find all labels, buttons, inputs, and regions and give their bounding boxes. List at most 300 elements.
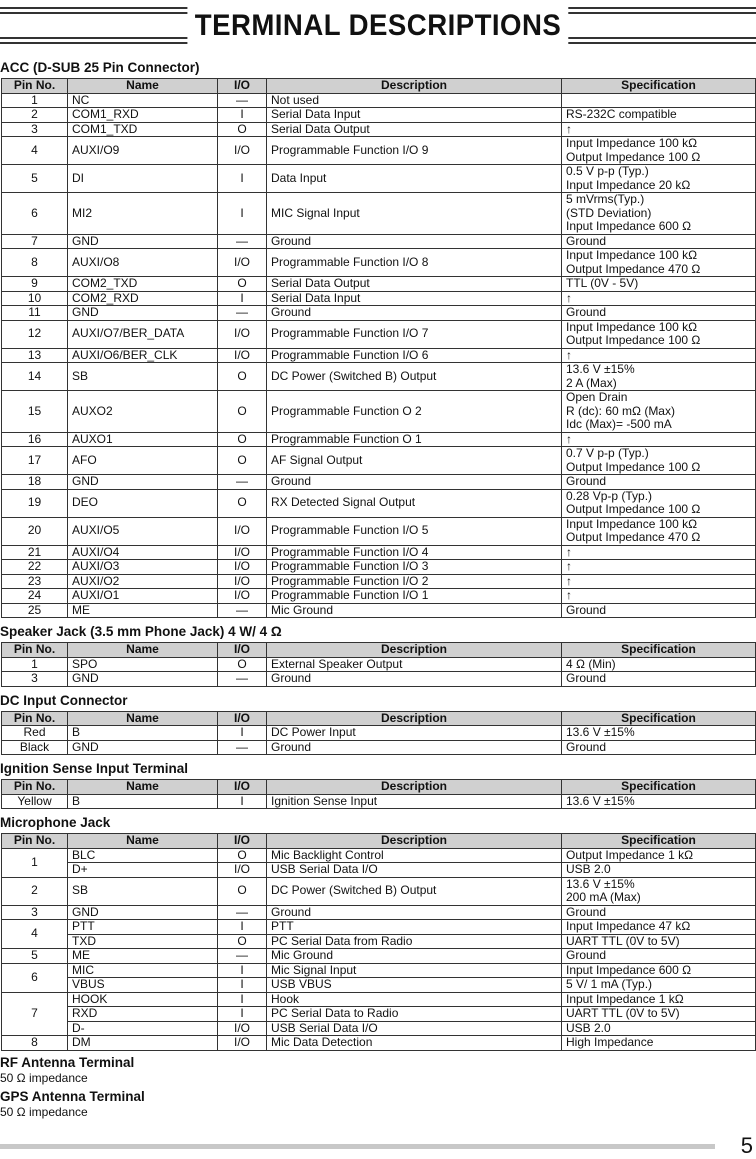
antenna-note [0, 1055, 756, 1085]
spec-cell: Ground [562, 603, 756, 618]
table-row [2, 949, 756, 964]
name-cell: AUXO2 [68, 391, 218, 433]
pin-cell: 25 [2, 603, 68, 618]
table-row [2, 391, 756, 433]
spec-cell: ↑ [562, 589, 756, 604]
table-row [2, 992, 756, 1007]
spec-cell: Input Impedance 100 kΩ Output Impedance 470 Ω [562, 517, 756, 545]
note-title: RF Antenna Terminal [0, 1054, 135, 1070]
name-cell: RXD [68, 1007, 218, 1022]
spec-cell: 5 V/ 1 mA (Typ.) [562, 978, 756, 993]
column-header: Specification [562, 643, 756, 658]
description-cell: Ground [267, 475, 562, 490]
column-header: Name [68, 834, 218, 849]
column-header: I/O [218, 780, 267, 795]
name-cell: D- [68, 1021, 218, 1036]
name-cell: COM1_RXD [68, 108, 218, 123]
spec-cell: UART TTL (0V to 5V) [562, 1007, 756, 1022]
table-row [2, 137, 756, 165]
table-row [2, 963, 756, 978]
note-text: 50 Ω impedance [0, 1070, 88, 1085]
io-cell: I/O [218, 1021, 267, 1036]
spec-cell: Input Impedance 100 kΩ Output Impedance 100 Ω [562, 137, 756, 165]
pin-cell: Red [2, 726, 68, 741]
name-cell: COM2_RXD [68, 291, 218, 306]
name-cell: GND [68, 740, 218, 755]
spec-cell: ↑ [562, 348, 756, 363]
spec-cell: High Impedance [562, 1036, 756, 1051]
name-cell: COM2_TXD [68, 277, 218, 292]
column-header: Pin No. [2, 643, 68, 658]
spec-cell: ↑ [562, 545, 756, 560]
name-cell: COM1_TXD [68, 122, 218, 137]
column-header: Name [68, 79, 218, 94]
note-title: GPS Antenna Terminal [0, 1088, 145, 1104]
section-title: ACC (D-SUB 25 Pin Connector) [0, 60, 200, 75]
io-cell: I [218, 794, 267, 809]
description-cell: AF Signal Output [267, 447, 562, 475]
title-bar [0, 4, 756, 50]
io-cell: O [218, 657, 267, 672]
io-cell: I [218, 978, 267, 993]
description-cell: Serial Data Input [267, 291, 562, 306]
description-cell: PC Serial Data from Radio [267, 934, 562, 949]
name-cell: GND [68, 306, 218, 321]
table-row [2, 672, 756, 687]
pin-cell: 24 [2, 589, 68, 604]
spec-cell: 0.7 V p-p (Typ.) Output Impedance 100 Ω [562, 447, 756, 475]
pin-cell: 7 [2, 992, 68, 1036]
spec-cell: Input Impedance 600 Ω [562, 963, 756, 978]
description-cell: Programmable Function I/O 2 [267, 574, 562, 589]
spec-cell: 5 mVrms(Typ.) (STD Deviation) Input Impedance 600 Ω [562, 193, 756, 235]
spec-cell: 4 Ω (Min) [562, 657, 756, 672]
io-cell: I/O [218, 1036, 267, 1051]
table-row [2, 877, 756, 905]
table-row [2, 489, 756, 517]
column-header: Pin No. [2, 711, 68, 726]
column-header: Name [68, 643, 218, 658]
spec-cell: Input Impedance 100 kΩ Output Impedance 100 Ω [562, 320, 756, 348]
name-cell: D+ [68, 863, 218, 878]
spec-cell: ↑ [562, 432, 756, 447]
description-cell: Programmable Function I/O 6 [267, 348, 562, 363]
column-header: Specification [562, 780, 756, 795]
pin-cell: 10 [2, 291, 68, 306]
description-cell: Ground [267, 740, 562, 755]
io-cell: I [218, 992, 267, 1007]
column-header: Name [68, 780, 218, 795]
name-cell: ME [68, 603, 218, 618]
pin-cell: 11 [2, 306, 68, 321]
table-row [2, 560, 756, 575]
io-cell: O [218, 122, 267, 137]
description-cell: External Speaker Output [267, 657, 562, 672]
io-cell: I [218, 193, 267, 235]
page-footer [0, 1133, 756, 1159]
io-cell: O [218, 934, 267, 949]
table-row [2, 193, 756, 235]
name-cell: PTT [68, 920, 218, 935]
io-cell: I [218, 108, 267, 123]
spec-cell: TTL (0V - 5V) [562, 277, 756, 292]
name-cell: BLC [68, 848, 218, 863]
description-cell: RX Detected Signal Output [267, 489, 562, 517]
pin-cell: 20 [2, 517, 68, 545]
pin-cell: 8 [2, 249, 68, 277]
io-cell: I [218, 726, 267, 741]
table-row [2, 1021, 756, 1036]
spec-cell [562, 93, 756, 108]
name-cell: SB [68, 363, 218, 391]
name-cell: AUXI/O3 [68, 560, 218, 575]
spec-cell: 13.6 V ±15% [562, 726, 756, 741]
name-cell: AUXI/O2 [68, 574, 218, 589]
io-cell: I [218, 165, 267, 193]
spec-cell: ↑ [562, 574, 756, 589]
spec-cell: 0.28 Vp-p (Typ.) Output Impedance 100 Ω [562, 489, 756, 517]
description-cell: USB VBUS [267, 978, 562, 993]
io-cell: O [218, 432, 267, 447]
io-cell: I/O [218, 863, 267, 878]
table-row [2, 848, 756, 863]
table-row [2, 108, 756, 123]
table-row [2, 934, 756, 949]
column-header: Specification [562, 834, 756, 849]
section-title: Speaker Jack (3.5 mm Phone Jack) 4 W/ 4 Ω [0, 624, 282, 639]
name-cell: ME [68, 949, 218, 964]
name-cell: AUXI/O1 [68, 589, 218, 604]
column-header: Pin No. [2, 834, 68, 849]
column-header: Description [267, 834, 562, 849]
pin-cell: 17 [2, 447, 68, 475]
name-cell: GND [68, 672, 218, 687]
table-row [2, 234, 756, 249]
note-text: 50 Ω impedance [0, 1104, 88, 1119]
io-cell: I/O [218, 517, 267, 545]
table-row [2, 447, 756, 475]
pin-cell: 9 [2, 277, 68, 292]
column-header: Specification [562, 711, 756, 726]
table-row [2, 905, 756, 920]
pin-cell: 22 [2, 560, 68, 575]
pin-cell: Black [2, 740, 68, 755]
name-cell: DI [68, 165, 218, 193]
table-row [2, 122, 756, 137]
pin-cell: 5 [2, 165, 68, 193]
section-title: DC Input Connector [0, 692, 128, 708]
table-row [2, 363, 756, 391]
name-cell: AUXI/O9 [68, 137, 218, 165]
footer-bar [0, 1144, 715, 1149]
pin-cell: 23 [2, 574, 68, 589]
io-cell: O [218, 447, 267, 475]
io-cell: I/O [218, 545, 267, 560]
pin-cell: 1 [2, 848, 68, 877]
description-cell: Serial Data Input [267, 108, 562, 123]
table-row [2, 517, 756, 545]
io-cell: I/O [218, 589, 267, 604]
name-cell: AUXO1 [68, 432, 218, 447]
section-title: Ignition Sense Input Terminal [0, 761, 189, 776]
description-cell: Ground [267, 672, 562, 687]
description-cell: Programmable Function O 1 [267, 432, 562, 447]
description-cell: Mic Signal Input [267, 963, 562, 978]
column-header: Pin No. [2, 79, 68, 94]
description-cell: USB Serial Data I/O [267, 863, 562, 878]
io-cell: I/O [218, 249, 267, 277]
description-cell: Mic Data Detection [267, 1036, 562, 1051]
spec-cell: Input Impedance 100 kΩ Output Impedance 470 Ω [562, 249, 756, 277]
description-cell: Programmable Function I/O 8 [267, 249, 562, 277]
io-cell: O [218, 277, 267, 292]
description-cell: Programmable Function I/O 5 [267, 517, 562, 545]
io-cell: — [218, 672, 267, 687]
pin-cell: 13 [2, 348, 68, 363]
name-cell: SB [68, 877, 218, 905]
spec-cell: Ground [562, 949, 756, 964]
table-row [2, 306, 756, 321]
pin-cell: 3 [2, 122, 68, 137]
spec-cell: Open Drain R (dc): 60 mΩ (Max) Idc (Max)= -500 mA [562, 391, 756, 433]
description-cell: Hook [267, 992, 562, 1007]
table-row [2, 978, 756, 993]
table-row [2, 291, 756, 306]
table-row [2, 165, 756, 193]
column-header: Description [267, 643, 562, 658]
spec-cell: 13.6 V ±15% 200 mA (Max) [562, 877, 756, 905]
pin-cell: 4 [2, 137, 68, 165]
description-cell: Programmable Function I/O 9 [267, 137, 562, 165]
io-cell: I/O [218, 320, 267, 348]
description-cell: DC Power (Switched B) Output [267, 877, 562, 905]
io-cell: — [218, 949, 267, 964]
io-cell: I/O [218, 574, 267, 589]
pin-cell: 6 [2, 963, 68, 992]
name-cell: AUXI/O6/BER_CLK [68, 348, 218, 363]
spec-cell: Ground [562, 475, 756, 490]
description-cell: PTT [267, 920, 562, 935]
column-header: Description [267, 780, 562, 795]
description-cell: Ground [267, 905, 562, 920]
name-cell: AUXI/O4 [68, 545, 218, 560]
table-row [2, 277, 756, 292]
pin-table [1, 642, 756, 687]
table-row [2, 920, 756, 935]
description-cell: Programmable Function I/O 7 [267, 320, 562, 348]
table-row [2, 1036, 756, 1051]
description-cell: Serial Data Output [267, 122, 562, 137]
io-cell: — [218, 740, 267, 755]
spec-cell: Input Impedance 1 kΩ [562, 992, 756, 1007]
table-row [2, 740, 756, 755]
table-row [2, 603, 756, 618]
name-cell: B [68, 726, 218, 741]
io-cell: O [218, 391, 267, 433]
table-row [2, 475, 756, 490]
description-cell: Ground [267, 234, 562, 249]
column-header: Name [68, 711, 218, 726]
io-cell: I [218, 291, 267, 306]
description-cell: Mic Ground [267, 949, 562, 964]
description-cell: Mic Ground [267, 603, 562, 618]
spec-cell: Ground [562, 234, 756, 249]
description-cell: PC Serial Data to Radio [267, 1007, 562, 1022]
pin-table [1, 78, 756, 618]
io-cell: O [218, 848, 267, 863]
io-cell: — [218, 234, 267, 249]
table-row [2, 432, 756, 447]
spec-cell: UART TTL (0V to 5V) [562, 934, 756, 949]
spec-cell: USB 2.0 [562, 863, 756, 878]
description-cell: Programmable Function O 2 [267, 391, 562, 433]
spec-cell: Input Impedance 47 kΩ [562, 920, 756, 935]
description-cell: Not used [267, 93, 562, 108]
terminal-sections [0, 58, 756, 1123]
name-cell: TXD [68, 934, 218, 949]
io-cell: — [218, 93, 267, 108]
description-cell: USB Serial Data I/O [267, 1021, 562, 1036]
io-cell: — [218, 475, 267, 490]
pin-table [1, 711, 756, 756]
pin-cell: 2 [2, 108, 68, 123]
table-header-row [2, 643, 756, 658]
page-number: 5 [740, 1133, 753, 1158]
pin-cell: 12 [2, 320, 68, 348]
io-cell: I [218, 1007, 267, 1022]
table-header-row [2, 834, 756, 849]
io-cell: O [218, 489, 267, 517]
table-row [2, 348, 756, 363]
name-cell: AUXI/O7/BER_DATA [68, 320, 218, 348]
pin-cell: 1 [2, 657, 68, 672]
description-cell: Programmable Function I/O 4 [267, 545, 562, 560]
spec-cell: RS-232C compatible [562, 108, 756, 123]
table-row [2, 589, 756, 604]
name-cell: MIC [68, 963, 218, 978]
pin-cell: 8 [2, 1036, 68, 1051]
table-header-row [2, 79, 756, 94]
table-row [2, 863, 756, 878]
column-header: Pin No. [2, 780, 68, 795]
pin-cell: Yellow [2, 794, 68, 809]
name-cell: AUXI/O5 [68, 517, 218, 545]
io-cell: — [218, 905, 267, 920]
name-cell: B [68, 794, 218, 809]
description-cell: Serial Data Output [267, 277, 562, 292]
io-cell: O [218, 877, 267, 905]
spec-cell: ↑ [562, 560, 756, 575]
table-header-row [2, 780, 756, 795]
column-header: Description [267, 711, 562, 726]
description-cell: DC Power Input [267, 726, 562, 741]
table-row [2, 726, 756, 741]
io-cell: O [218, 363, 267, 391]
table-row [2, 93, 756, 108]
pin-cell: 19 [2, 489, 68, 517]
spec-cell: ↑ [562, 122, 756, 137]
spec-cell: 13.6 V ±15% [562, 794, 756, 809]
io-cell: I/O [218, 348, 267, 363]
name-cell: SPO [68, 657, 218, 672]
spec-cell: 13.6 V ±15% 2 A (Max) [562, 363, 756, 391]
description-cell: Mic Backlight Control [267, 848, 562, 863]
antenna-note [0, 1089, 756, 1119]
table-row [2, 657, 756, 672]
io-cell: I/O [218, 137, 267, 165]
pin-cell: 3 [2, 672, 68, 687]
table-row [2, 320, 756, 348]
name-cell: AUXI/O8 [68, 249, 218, 277]
table-row [2, 574, 756, 589]
name-cell: GND [68, 234, 218, 249]
io-cell: — [218, 603, 267, 618]
table-row [2, 1007, 756, 1022]
table-row [2, 249, 756, 277]
pin-cell: 5 [2, 949, 68, 964]
description-cell: Ignition Sense Input [267, 794, 562, 809]
pin-cell: 1 [2, 93, 68, 108]
table-header-row [2, 711, 756, 726]
description-cell: Programmable Function I/O 1 [267, 589, 562, 604]
pin-cell: 4 [2, 920, 68, 949]
spec-cell: Ground [562, 306, 756, 321]
description-cell: Data Input [267, 165, 562, 193]
name-cell: AFO [68, 447, 218, 475]
column-header: I/O [218, 834, 267, 849]
column-header: Specification [562, 79, 756, 94]
description-cell: Programmable Function I/O 3 [267, 560, 562, 575]
spec-cell: 0.5 V p-p (Typ.) Input Impedance 20 kΩ [562, 165, 756, 193]
spec-cell: Ground [562, 740, 756, 755]
pin-table [1, 779, 756, 809]
name-cell: DM [68, 1036, 218, 1051]
name-cell: VBUS [68, 978, 218, 993]
name-cell: MI2 [68, 193, 218, 235]
io-cell: I/O [218, 560, 267, 575]
spec-cell: Output Impedance 1 kΩ [562, 848, 756, 863]
pin-cell: 3 [2, 905, 68, 920]
name-cell: HOOK [68, 992, 218, 1007]
spec-cell: Ground [562, 905, 756, 920]
pin-cell: 2 [2, 877, 68, 905]
page-title: TERMINAL DESCRIPTIONS [187, 6, 568, 46]
pin-table [1, 833, 756, 1051]
spec-cell: USB 2.0 [562, 1021, 756, 1036]
name-cell: GND [68, 475, 218, 490]
table-row [2, 794, 756, 809]
column-header: I/O [218, 643, 267, 658]
pin-cell: 18 [2, 475, 68, 490]
name-cell: GND [68, 905, 218, 920]
description-cell: MIC Signal Input [267, 193, 562, 235]
spec-cell: Ground [562, 672, 756, 687]
section-title: Microphone Jack [0, 815, 111, 830]
column-header: I/O [218, 711, 267, 726]
io-cell: — [218, 306, 267, 321]
description-cell: Ground [267, 306, 562, 321]
pin-cell: 21 [2, 545, 68, 560]
name-cell: DEO [68, 489, 218, 517]
io-cell: I [218, 920, 267, 935]
io-cell: I [218, 963, 267, 978]
name-cell: NC [68, 93, 218, 108]
table-row [2, 545, 756, 560]
pin-cell: 14 [2, 363, 68, 391]
pin-cell: 16 [2, 432, 68, 447]
column-header: Description [267, 79, 562, 94]
description-cell: DC Power (Switched B) Output [267, 363, 562, 391]
